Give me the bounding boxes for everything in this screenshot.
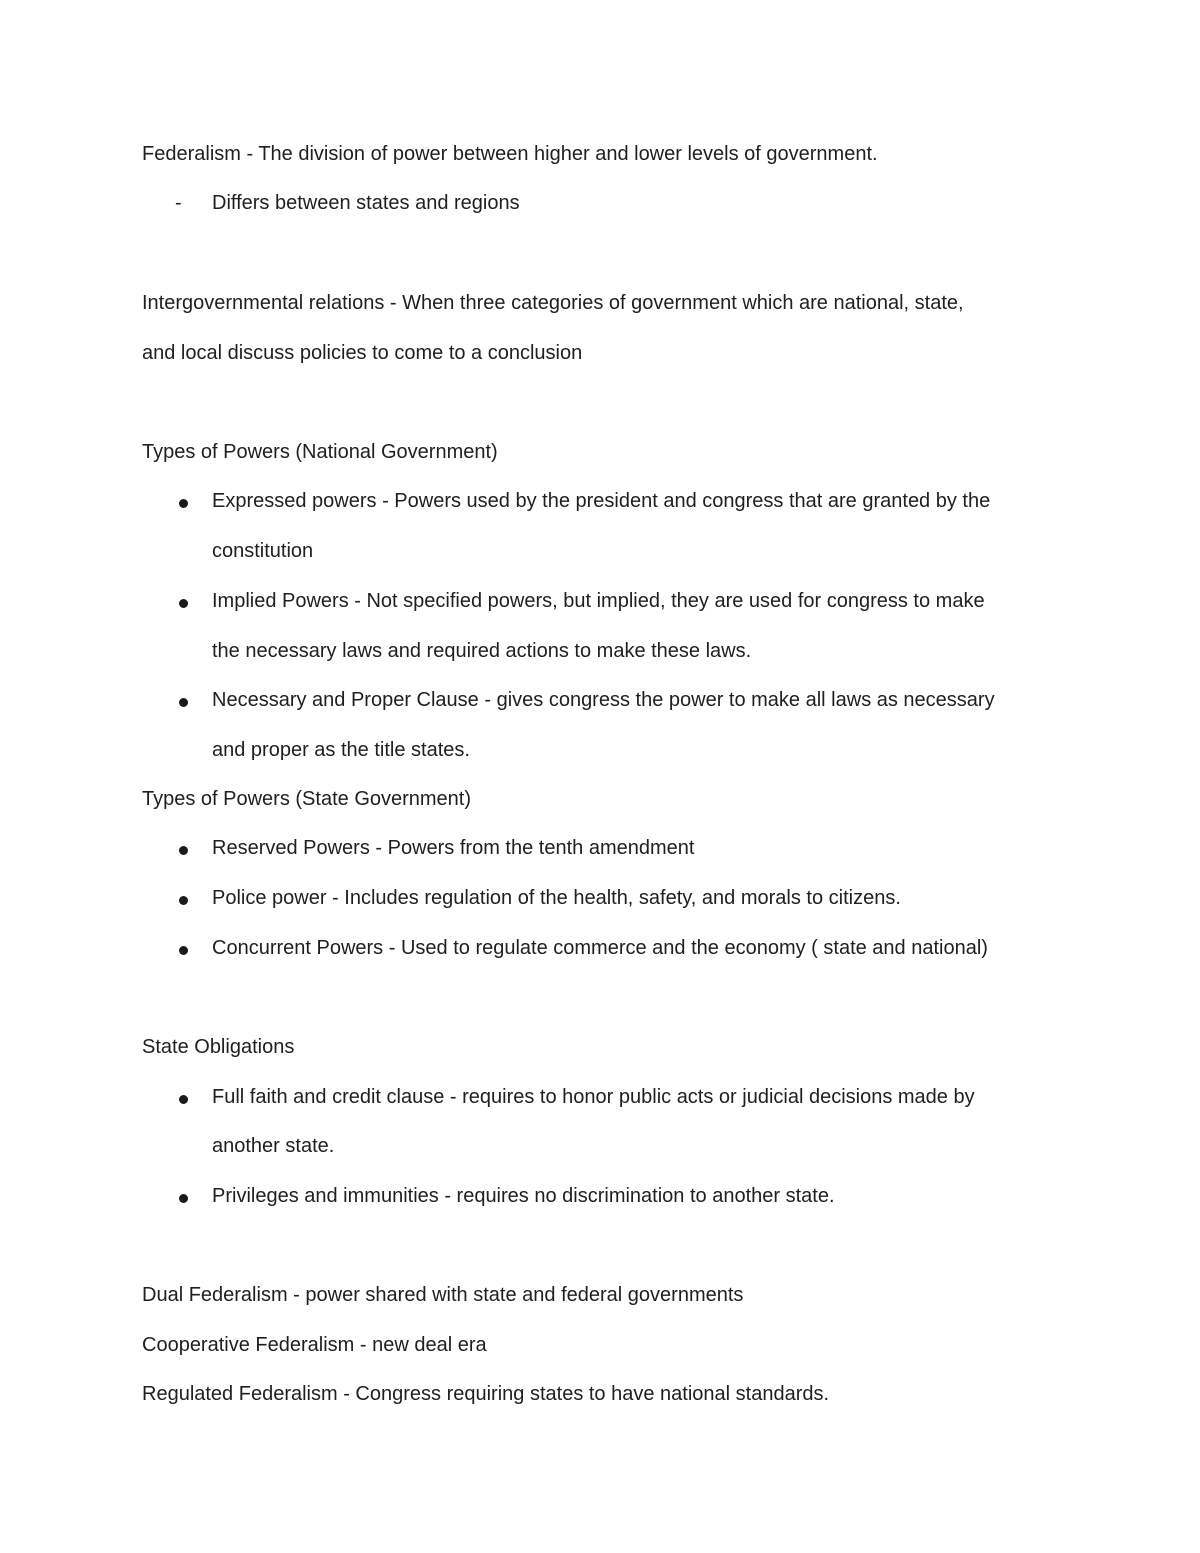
state-obligation-item-1-line-1: Full faith and credit clause - requires to honor public acts or judicial decisions made by xyxy=(212,1086,975,1108)
state-obligations-heading: State Obligations xyxy=(142,1036,295,1058)
bullet-icon xyxy=(179,1194,188,1203)
federalism-type-regulated: Regulated Federalism - Congress requiring states to have national standards. xyxy=(142,1383,830,1405)
national-power-item-1-line-2: constitution xyxy=(212,540,314,562)
dash-marker: - xyxy=(175,192,182,214)
federalism-definition: Federalism - The division of power between higher and lower levels of government. xyxy=(142,143,878,165)
bullet-icon xyxy=(179,1095,188,1104)
bullet-icon xyxy=(179,846,188,855)
state-obligation-item-1-line-2: another state. xyxy=(212,1135,335,1157)
state-powers-heading: Types of Powers (State Government) xyxy=(142,788,472,810)
bullet-icon xyxy=(179,896,188,905)
federalism-note: Differs between states and regions xyxy=(212,192,520,214)
bullet-icon xyxy=(179,499,188,508)
national-power-item-2-line-2: the necessary laws and required actions to make these laws. xyxy=(212,640,752,662)
state-power-item-1: Reserved Powers - Powers from the tenth amendment xyxy=(212,837,695,859)
national-power-item-3-line-2: and proper as the title states. xyxy=(212,739,470,761)
state-obligation-item-2: Privileges and immunities - requires no discrimination to another state. xyxy=(212,1185,835,1207)
state-power-item-3: Concurrent Powers - Used to regulate commerce and the economy ( state and national) xyxy=(212,937,988,959)
national-power-item-2-line-1: Implied Powers - Not specified powers, but implied, they are used for congress to make xyxy=(212,590,985,612)
state-power-item-2: Police power - Includes regulation of the health, safety, and morals to citizens. xyxy=(212,887,901,909)
bullet-icon xyxy=(179,599,188,608)
national-power-item-3-line-1: Necessary and Proper Clause - gives congress the power to make all laws as necessary xyxy=(212,689,995,711)
federalism-type-dual: Dual Federalism - power shared with state and federal governments xyxy=(142,1284,744,1306)
federalism-type-cooperative: Cooperative Federalism - new deal era xyxy=(142,1334,487,1356)
intergovernmental-line-2: and local discuss policies to come to a conclusion xyxy=(142,342,583,364)
intergovernmental-line-1: Intergovernmental relations - When three categories of government which are national, state, xyxy=(142,292,964,314)
national-power-item-1-line-1: Expressed powers - Powers used by the president and congress that are granted by the xyxy=(212,490,991,512)
bullet-icon xyxy=(179,698,188,707)
national-powers-heading: Types of Powers (National Government) xyxy=(142,441,498,463)
bullet-icon xyxy=(179,946,188,955)
